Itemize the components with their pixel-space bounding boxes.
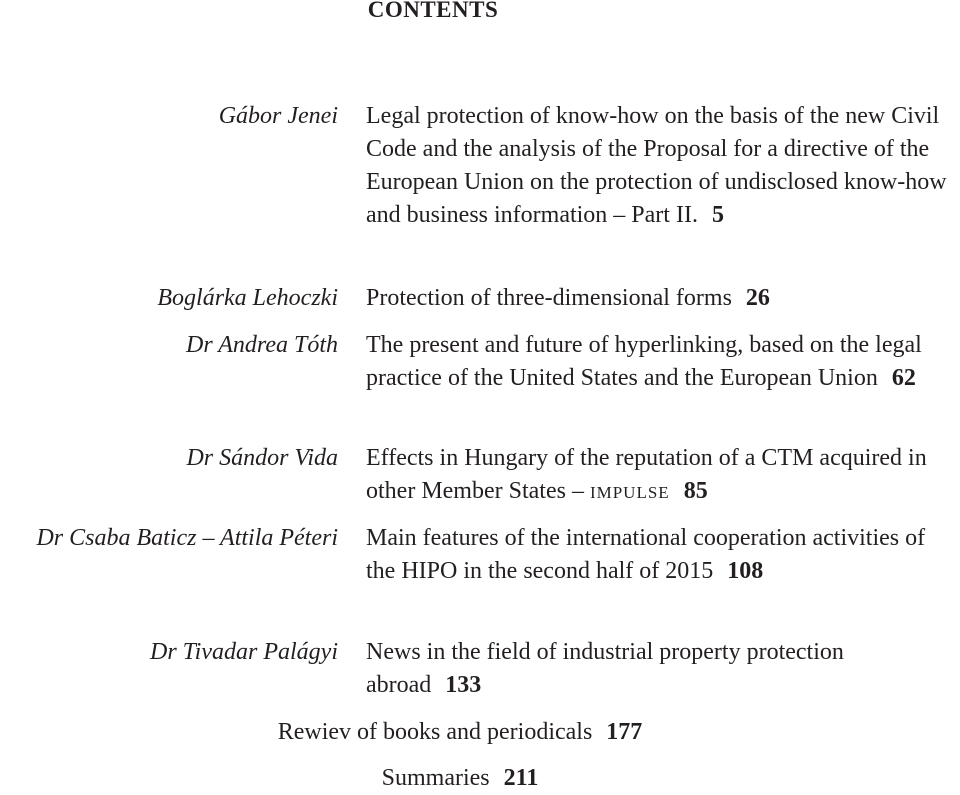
toc-page-number: 211 xyxy=(503,765,539,791)
toc-title[interactable] xyxy=(366,282,958,315)
toc-title[interactable] xyxy=(366,522,958,588)
toc-summaries-label: Summaries xyxy=(381,765,490,791)
toc-title[interactable] xyxy=(366,442,958,508)
toc-title-keyword: impulse xyxy=(589,478,670,504)
toc-author: Dr Tivadar Palágyi xyxy=(149,639,338,665)
toc-author: Dr Andrea Tóth xyxy=(185,332,338,358)
toc-author: Dr Csaba Baticz – Attila Péteri xyxy=(36,525,338,551)
toc-title[interactable] xyxy=(366,329,958,395)
toc-title[interactable] xyxy=(366,636,958,702)
toc-page-number: 5 xyxy=(711,202,724,228)
toc-author: Dr Sándor Vida xyxy=(186,445,338,471)
toc-title-text: Legal protection of know-how on the basis of the new Civil Code and the analysis of the Proposal for a directive of the European Union on the protection of undisclosed know-how and business information – Part II. xyxy=(366,103,947,228)
toc-summaries[interactable] xyxy=(0,762,920,795)
toc-page-number: 133 xyxy=(445,672,482,698)
toc-title-text: Main features of the international cooperation activities of the HIPO in the second half of 2015 xyxy=(366,525,926,584)
toc-reviews-label: Rewiev of books and periodicals xyxy=(277,719,593,745)
toc-reviews[interactable] xyxy=(0,716,920,749)
toc-page-number: 108 xyxy=(727,558,764,584)
toc-page-number: 62 xyxy=(891,365,916,391)
toc-page-number: 26 xyxy=(745,285,770,311)
toc-page-number: 177 xyxy=(606,719,643,745)
toc-author: Boglárka Lehoczki xyxy=(157,285,338,311)
toc-page-number: 85 xyxy=(683,478,708,504)
toc-author: Gábor Jenei xyxy=(218,103,338,129)
page-title: CONTENTS xyxy=(367,0,499,22)
toc-title-text: News in the field of industrial property protection abroad xyxy=(366,639,844,698)
toc-title-text: Effects in Hungary of the reputation of a CTM acquired in other Member States – xyxy=(366,445,927,504)
toc-title-text: Protection of three-dimensional forms xyxy=(366,285,732,311)
toc-title-text: The present and future of hyperlinking, based on the legal practice of the United States and the European Union xyxy=(366,332,922,391)
toc-title[interactable] xyxy=(366,100,958,232)
